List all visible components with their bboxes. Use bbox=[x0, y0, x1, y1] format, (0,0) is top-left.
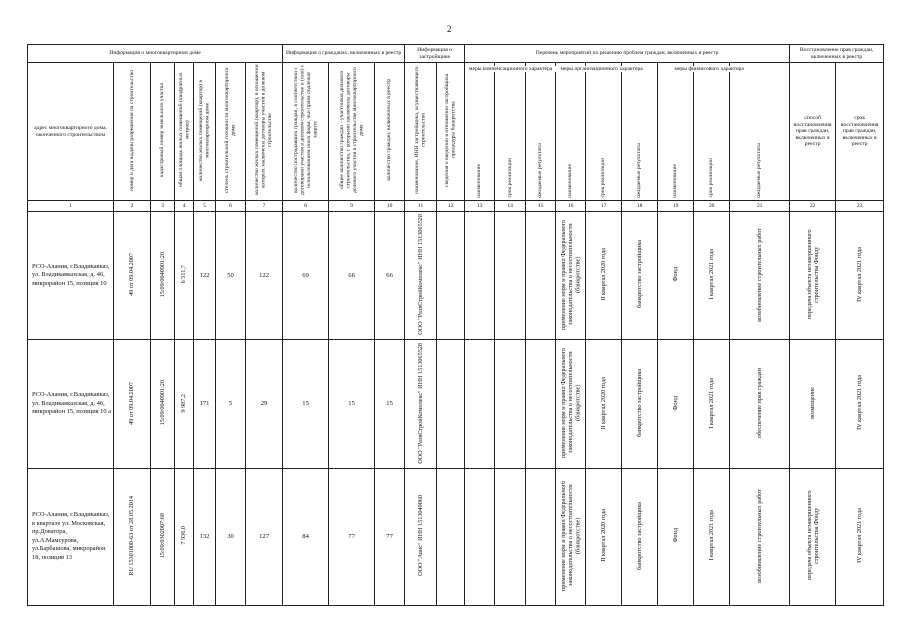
col-header-in-registry bbox=[375, 63, 405, 201]
cell-comp-name bbox=[465, 212, 495, 340]
cell-value: 6 511,7 bbox=[180, 265, 188, 284]
cell-apartments bbox=[194, 212, 216, 340]
column-number: 10 bbox=[375, 201, 405, 212]
cell-value: 122 bbox=[199, 271, 210, 279]
column-number-row bbox=[28, 201, 884, 212]
col-header-text: наименование bbox=[567, 163, 574, 198]
cell-org-name bbox=[556, 468, 586, 605]
cell-value: II квартал 2020 года bbox=[600, 509, 608, 562]
cell-value: II квартал 2020 года bbox=[600, 248, 608, 301]
cell-bankruptcy bbox=[437, 468, 465, 605]
cell-readiness bbox=[216, 468, 246, 605]
group-house-info: Информация о многоквартирном доме bbox=[28, 45, 283, 63]
cell-value: 122 bbox=[259, 271, 269, 279]
cell-org-result bbox=[622, 340, 658, 468]
group-developer-info: Информация о застройщике bbox=[405, 45, 465, 63]
cell-value: RU 15301000-63 от 28.05.2014 bbox=[128, 495, 136, 576]
column-number: 4 bbox=[175, 201, 194, 212]
column-number: 22 bbox=[790, 201, 836, 212]
col-header-org-result bbox=[622, 63, 658, 201]
col-header-text: общая площадь жилых помещений (квадратных метров) bbox=[177, 72, 190, 188]
cell-ddu-apartments bbox=[246, 340, 283, 468]
cell-restore-term bbox=[836, 340, 884, 468]
cell-fin-name bbox=[658, 468, 694, 605]
cell-value: 84 bbox=[302, 533, 309, 541]
col-header-text: кадастровый номер земельного участка bbox=[159, 83, 166, 178]
cell-restore-term bbox=[836, 468, 884, 605]
cell-developer bbox=[405, 468, 437, 605]
cell-org-term bbox=[586, 468, 622, 605]
cell-value: ООО "РазвСтройКомплекс" ИНН 1513065528 bbox=[417, 214, 425, 335]
col-header-text: срок восстановления прав граждан, включенных в реестр bbox=[840, 115, 879, 148]
column-number: 11 bbox=[405, 201, 437, 212]
cell-comp-result bbox=[526, 212, 556, 340]
cell-value: IV квартал 2021 года bbox=[856, 247, 864, 302]
column-number: 6 bbox=[216, 201, 246, 212]
cell-fin-result bbox=[730, 340, 790, 468]
cell-affected bbox=[283, 340, 329, 468]
cell-address bbox=[28, 212, 114, 340]
measure-group-compensation: меры компенсационного характера bbox=[465, 66, 556, 72]
cell-value: I квартал 2021 года bbox=[708, 249, 716, 300]
cell-org-result bbox=[622, 468, 658, 605]
column-number: 12 bbox=[437, 201, 465, 212]
cell-comp-result bbox=[526, 340, 556, 468]
cell-fin-term bbox=[694, 468, 730, 605]
cell-value: IV квартал 2021 года bbox=[856, 375, 864, 431]
cell-value: обеспечение прав граждан bbox=[756, 367, 764, 438]
cell-org-name bbox=[556, 212, 586, 340]
cell-value: 77 bbox=[386, 533, 393, 541]
cell-in-registry bbox=[375, 340, 405, 468]
col-header-comp-result bbox=[526, 63, 556, 201]
cell-developer bbox=[405, 212, 437, 340]
cell-value: II квартал 2020 года bbox=[600, 376, 608, 430]
column-number: 1 bbox=[28, 201, 114, 212]
cell-cadastral bbox=[151, 340, 175, 468]
col-header-readiness bbox=[216, 63, 246, 201]
col-header-text: наименование bbox=[476, 163, 483, 198]
col-header-text: срок реализации bbox=[600, 158, 607, 198]
col-header-text: ожидаемые результаты bbox=[636, 142, 643, 198]
cell-value: возобновление строительных работ bbox=[756, 227, 764, 322]
column-number: 21 bbox=[730, 201, 790, 212]
cell-value: Фонд bbox=[672, 528, 680, 543]
cell-value: 15:09:0302007:68 bbox=[158, 512, 166, 559]
cell-value: ООО "РазвСтройКомплекс" ИНН 1513065528 bbox=[417, 342, 425, 464]
col-header-developer bbox=[405, 63, 437, 201]
cell-value: ООО "Авис" ИНН 1513049060 bbox=[417, 495, 425, 577]
cell-address bbox=[28, 340, 114, 468]
cell-value: 5 bbox=[228, 400, 233, 408]
cell-value: I квартал 2021 года bbox=[708, 377, 716, 429]
cell-value: передача объекта незавершенного строительства Фонду bbox=[805, 490, 820, 581]
col-header-comp-term bbox=[495, 63, 526, 201]
cell-value: применение норм и правил Федерального законодательства о несостоятельности (банкротстве) bbox=[559, 347, 582, 459]
cell-affected bbox=[283, 212, 329, 340]
col-header-area bbox=[175, 63, 194, 201]
column-number: 15 bbox=[526, 201, 556, 212]
col-header-text: ожидаемые результаты bbox=[537, 142, 544, 198]
cell-in-registry bbox=[375, 212, 405, 340]
cell-area bbox=[175, 212, 194, 340]
cell-area bbox=[175, 340, 194, 468]
column-number: 2 bbox=[114, 201, 151, 212]
col-header-bankruptcy bbox=[437, 63, 465, 201]
cell-value: Фонд bbox=[672, 395, 680, 411]
cell-value: 50 bbox=[227, 271, 234, 279]
cell-fin-result bbox=[730, 212, 790, 340]
column-number: 8 bbox=[283, 201, 329, 212]
column-number: 17 bbox=[586, 201, 622, 212]
cell-value: Фонд bbox=[672, 267, 680, 282]
col-header-text: количество граждан, включенных в реестр bbox=[386, 79, 393, 182]
col-header-restore-term bbox=[836, 63, 884, 201]
col-header-text: ожидаемые результаты bbox=[756, 142, 763, 198]
col-header-text: количество пострадавших граждан, в соответствии с договорами участия в долевом строительстве и (или) с использованием иных форм, чьи права подлежат защите bbox=[292, 65, 318, 196]
table-row bbox=[28, 468, 884, 605]
cell-value: передача объекта незавершенного строительства Фонду bbox=[805, 229, 820, 320]
col-header-permit bbox=[114, 63, 151, 201]
cell-value: 15 bbox=[348, 400, 355, 408]
group-restoration: Восстановление прав граждан, включенных в реестр bbox=[790, 45, 884, 63]
table-row bbox=[28, 340, 884, 468]
col-header-text: номер и дата выдачи разрешения на строительство bbox=[128, 69, 135, 191]
measure-group-organizational: меры организационного характера bbox=[556, 66, 647, 72]
column-number: 23 bbox=[836, 201, 884, 212]
col-header-text: общее количество граждан - участников долевого строительства, с которыми заключены договоры долевого участия в строительстве многоквартирного дома bbox=[338, 67, 364, 194]
column-number: 5 bbox=[194, 201, 216, 212]
cell-participants bbox=[329, 468, 375, 605]
column-number: 3 bbox=[151, 201, 175, 212]
cell-comp-name bbox=[465, 468, 495, 605]
registry-table bbox=[27, 44, 884, 606]
col-header-text: способ восстановления прав граждан, включенных в реестр bbox=[793, 115, 832, 148]
cell-comp-term bbox=[495, 468, 526, 605]
cell-fin-name bbox=[658, 340, 694, 468]
cell-value: РСО-Алания, г.Владикавказ, ул. Владикавказская, д. 46, микрорайон 15, позиция 10 а bbox=[32, 391, 111, 416]
col-header-text: срок реализации bbox=[506, 158, 513, 198]
col-header-address bbox=[28, 63, 114, 201]
column-number: 14 bbox=[495, 201, 526, 212]
cell-value: I квартал 2021 года bbox=[708, 510, 716, 561]
cell-value: банкротство застройщика bbox=[636, 240, 644, 309]
column-number: 9 bbox=[329, 201, 375, 212]
cell-comp-result bbox=[526, 468, 556, 605]
cell-value: применение норм и правил Федерального законодательства о несостоятельности (банкротстве) bbox=[559, 219, 582, 330]
col-header-fin-term bbox=[694, 63, 730, 201]
cell-bankruptcy bbox=[437, 212, 465, 340]
cell-readiness bbox=[216, 340, 246, 468]
cell-value: 66 bbox=[348, 271, 355, 279]
cell-fin-term bbox=[694, 212, 730, 340]
cell-address bbox=[28, 468, 114, 605]
cell-restore-method bbox=[790, 340, 836, 468]
column-number: 16 bbox=[556, 201, 586, 212]
col-header-restore-method bbox=[790, 63, 836, 201]
cell-org-term bbox=[586, 212, 622, 340]
group-measures: Перечень мероприятий по решению проблем граждан, включенных в реестр bbox=[465, 45, 790, 63]
cell-restore-term bbox=[836, 212, 884, 340]
cell-value: 15:09:0040901:20 bbox=[158, 380, 166, 426]
measure-group-financial: меры финансового характера bbox=[658, 66, 760, 72]
cell-ddu-apartments bbox=[246, 212, 283, 340]
col-header-affected bbox=[283, 63, 329, 201]
cell-in-registry bbox=[375, 468, 405, 605]
column-header-row bbox=[28, 63, 884, 201]
cell-value: банкротство застройщика bbox=[636, 368, 644, 437]
col-header-text: адрес многоквартирного дома, оконченного строительством bbox=[34, 125, 107, 138]
cell-value: 30 bbox=[227, 533, 234, 541]
cell-bankruptcy bbox=[437, 340, 465, 468]
cell-comp-term bbox=[495, 212, 526, 340]
cell-permit bbox=[114, 212, 151, 340]
cell-value: 15 bbox=[386, 400, 393, 408]
cell-readiness bbox=[216, 212, 246, 340]
col-header-ddu-apartments bbox=[246, 63, 283, 201]
cell-value: 9 987,2 bbox=[180, 393, 188, 413]
col-header-apartments bbox=[194, 63, 216, 201]
cell-comp-name bbox=[465, 340, 495, 468]
cell-comp-term bbox=[495, 340, 526, 468]
cell-value: 49 от 09.04.2007 bbox=[128, 381, 136, 425]
cell-restore-method bbox=[790, 212, 836, 340]
cell-org-term bbox=[586, 340, 622, 468]
cell-developer bbox=[405, 340, 437, 468]
cell-value: применение норм и правил Федерального законодательства о несостоятельности (банкротстве) bbox=[559, 480, 582, 591]
col-header-text: количество жилых помещений (квартир) в многоквартирном доме bbox=[198, 79, 211, 181]
col-header-text: степень строительной готовности многоквартирного дома bbox=[224, 67, 237, 194]
cell-value: 15 bbox=[302, 400, 309, 408]
cell-value: 7 936,0 bbox=[180, 526, 188, 545]
cell-value: 15:09:0040901:20 bbox=[158, 251, 166, 298]
cell-participants bbox=[329, 340, 375, 468]
col-header-org-term bbox=[586, 63, 622, 201]
cell-cadastral bbox=[151, 212, 175, 340]
cell-participants bbox=[329, 212, 375, 340]
cell-value: возобновление строительных работ bbox=[756, 488, 764, 583]
column-number: 7 bbox=[246, 201, 283, 212]
cell-value: IV квартал 2021 года bbox=[856, 508, 864, 564]
column-number: 19 bbox=[658, 201, 694, 212]
col-header-text: сведения о введении в отношении застройщика процедуры банкротства bbox=[444, 73, 457, 187]
col-header-text: срок реализации bbox=[708, 158, 715, 198]
col-header-text: количество жилых помещений (квартир), в отношении которых заключены договоры участия в долевом строительстве bbox=[254, 64, 274, 196]
cell-affected bbox=[283, 468, 329, 605]
col-header-text: наименование, ИНН застройщика, осуществляющего строительство bbox=[414, 66, 427, 195]
col-header-cadastral bbox=[151, 63, 175, 201]
cell-fin-name bbox=[658, 212, 694, 340]
cell-ddu-apartments bbox=[246, 468, 283, 605]
column-number: 18 bbox=[622, 201, 658, 212]
cell-value: 69 bbox=[302, 271, 309, 279]
cell-value: 77 bbox=[348, 533, 355, 541]
cell-org-result bbox=[622, 212, 658, 340]
cell-value: 132 bbox=[199, 533, 210, 541]
column-number: 20 bbox=[694, 201, 730, 212]
cell-restore-method bbox=[790, 468, 836, 605]
cell-permit bbox=[114, 340, 151, 468]
cell-apartments bbox=[194, 468, 216, 605]
group-header-row bbox=[28, 45, 884, 63]
cell-value: 171 bbox=[199, 400, 210, 408]
cell-apartments bbox=[194, 340, 216, 468]
cell-fin-result bbox=[730, 468, 790, 605]
column-number: 13 bbox=[465, 201, 495, 212]
cell-org-name bbox=[556, 340, 586, 468]
cell-value: 49 от 09.04.2007 bbox=[128, 253, 136, 296]
cell-value: РСО-Алания, г.Владикавказ, ул. Владикавказская, д. 46, микрорайон 15, позиция 10 bbox=[32, 262, 110, 288]
col-header-text: наименование bbox=[672, 163, 679, 198]
group-citizens-info: Информация о гражданах, включенных в реестр bbox=[283, 45, 405, 63]
table-row bbox=[28, 212, 884, 340]
cell-permit bbox=[114, 468, 151, 605]
page-number: 2 bbox=[447, 24, 452, 34]
cell-value: 66 bbox=[386, 271, 393, 279]
cell-value: РСО-Алания, г.Владикавказ, в квартале ул. Московская, пр.Доватора, ул.А.Мамсурова, ул.Барбашова, микрорайон 18, позиция 13 bbox=[32, 510, 110, 562]
cell-value: возмещение bbox=[809, 386, 817, 419]
cell-fin-term bbox=[694, 340, 730, 468]
cell-cadastral bbox=[151, 468, 175, 605]
cell-value: банкротство застройщика bbox=[636, 501, 644, 570]
col-header-participants bbox=[329, 63, 375, 201]
cell-value: 127 bbox=[259, 533, 269, 541]
cell-area bbox=[175, 468, 194, 605]
cell-value: 29 bbox=[260, 400, 268, 408]
col-header-fin-result bbox=[730, 63, 790, 201]
